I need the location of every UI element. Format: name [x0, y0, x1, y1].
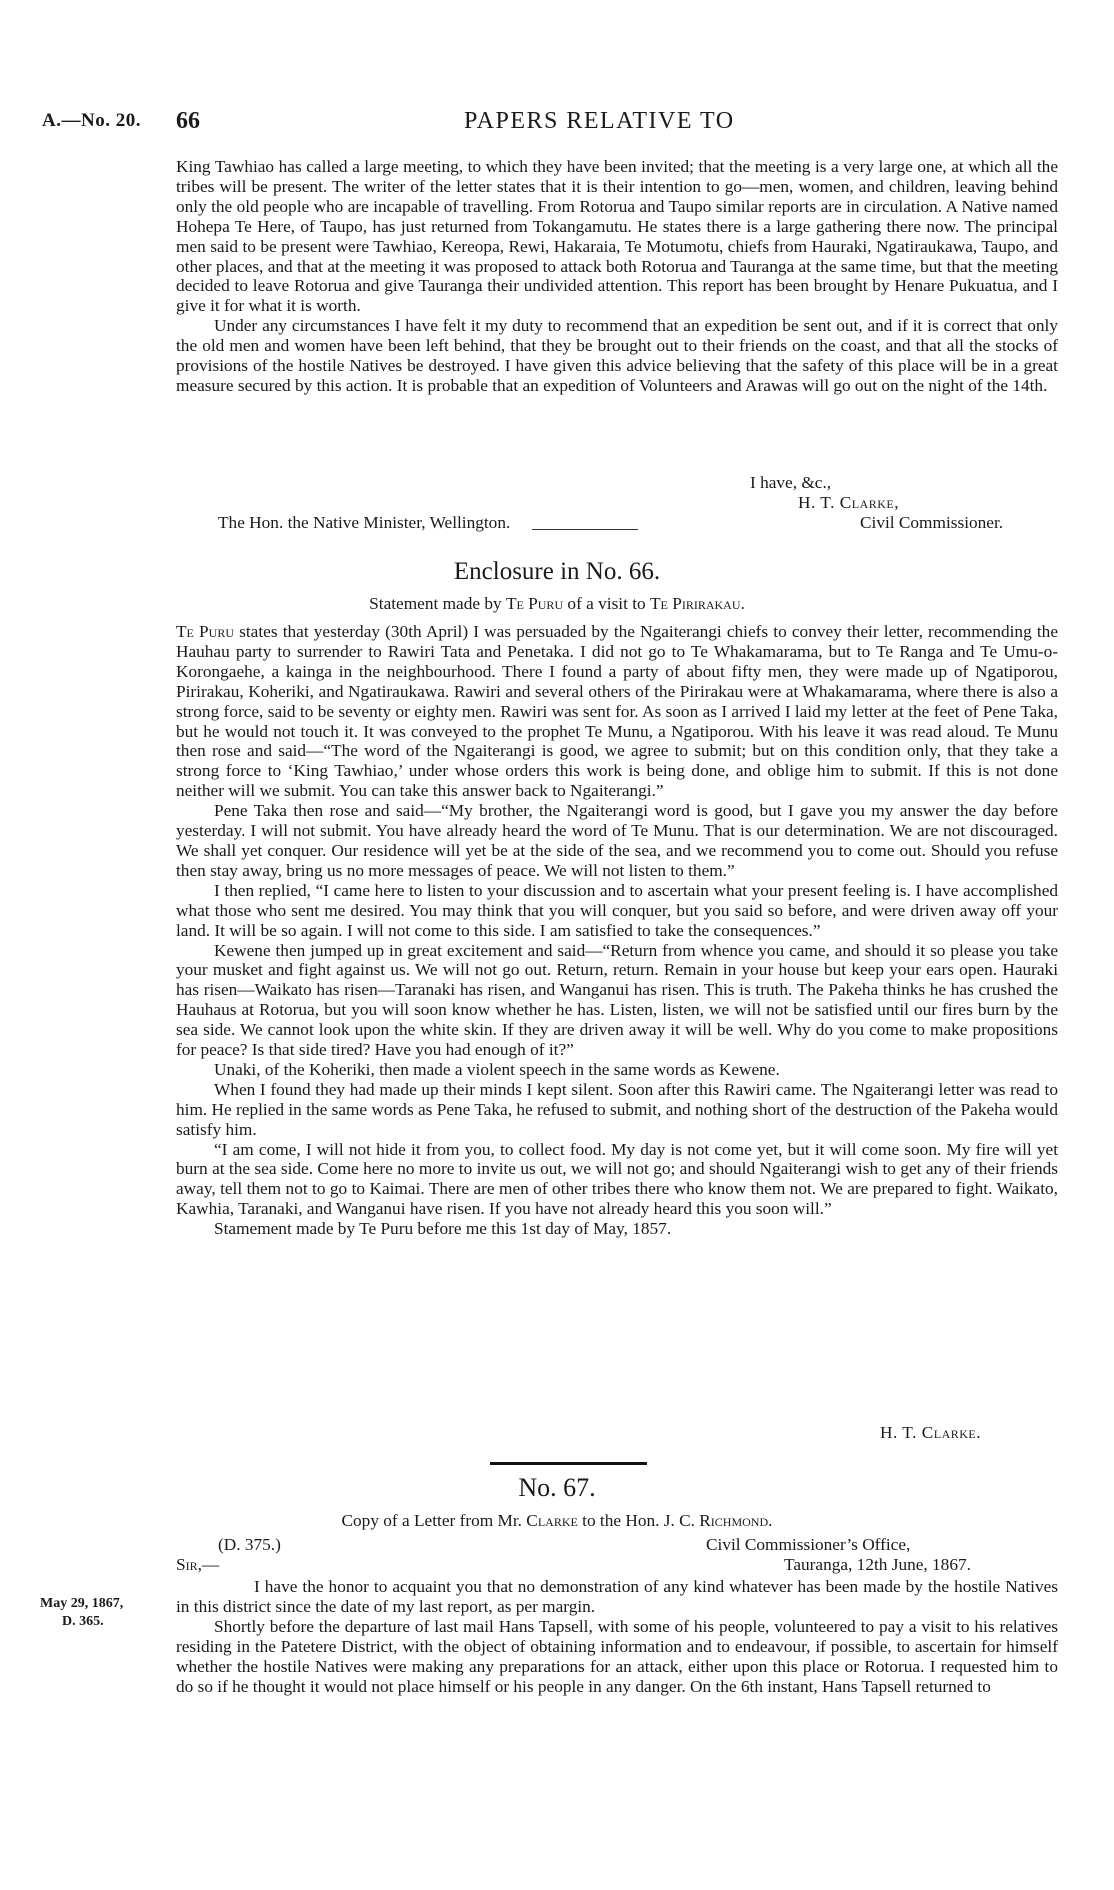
- enclosure-body: [176, 622, 1058, 1239]
- paragraph-text: states that yesterday (30th April) I was persuaded by the Ngaiterangi chiefs to convey their letter, recommending the Hauhau party to surrender to Rawiri Tata and Penetaka. I did not go to Te Whakamarama, but to Te Ranga and Te Umu-o-Korongaehe, a kainga in the neighbourhood. There I found a party of about fifty men, they were made up of Ngatiporou, Pirirakau, Koheriki, and Ngatiraukawa. Rawiri and several others of the Pirirakau were at Whakamarama, where there is also a strong force, said to be seventy or eighty men. Rawiri was sent for. As soon as I arrived I laid my letter at the feet of Pene Taka, but he would not touch it. It was conveyed to the prophet Te Munu, a Ngatiporou. With his leave it was read aloud. Te Munu then rose and said—“The word of the Ngaiterangi is good, we agree to submit; but on this condition only, that they take a strong force to ‘King Tawhiao,’ under whose orders this work is being done, and oblige him to submit. If this is not done neither will we submit. You can take this answer back to Ngaiterangi.”: [176, 622, 1058, 801]
- paragraph: Kewene then jumped up in great excitement and said—“Return from whence you came, and should it so please you take your musket and fight against us. We will not go out. Return, return. Remain in your house but keep your ears open. Hauraki has risen—Waikato has risen—Taranaki has risen, and Wanganui has risen. This is truth. The Pakeha thinks he has crushed the Hauhaus at Rotorua, but you will soon know whether he has. Listen, listen, we will not be satisfied until our fires burn by the sea side. We cannot look upon the white skin. If they are driven away it will be well. Why do you come to make propositions for peace? Is that side tired? Have you had enough of it?”: [176, 940, 1058, 1060]
- subheading-name: Te Puru: [505, 594, 564, 613]
- letter-body: [176, 1577, 1058, 1696]
- page-number: 66: [176, 108, 200, 134]
- subheading-text: to the Hon. J. C.: [577, 1511, 700, 1530]
- sender-office: Civil Commissioner’s Office,: [706, 1535, 911, 1554]
- signature: H. T. Clarke.: [880, 1423, 982, 1442]
- subheading-name: Clarke: [526, 1511, 578, 1530]
- paragraph: Under any circumstances I have felt it my duty to recommend that an expedition be sent out, and if it is correct that only the old men and women have been left behind, that they be brought out to their friends on the coast, and that all the stocks of provisions of the hostile Natives be destroyed. I have given this advice believing that the safety of this place will be in a great measure secured by this action. It is probable that an expedition of Volunteers and Arawas will go out on the night of the 14th.: [176, 316, 1058, 395]
- paragraph: Unaki, of the Koheriki, then made a violent speech in the same words as Kewene.: [214, 1059, 780, 1079]
- margin-note: D. 365.: [62, 1614, 104, 1629]
- subheading-text: Copy of a Letter from Mr.: [341, 1511, 527, 1530]
- paragraph: [176, 622, 1058, 801]
- closing: I have, &c.,: [750, 473, 832, 492]
- subheading-name: Te Pirirakau.: [650, 594, 745, 613]
- section-subheading: [0, 1511, 1114, 1531]
- paragraph: Pene Taka then rose and said—“My brother, the Ngaiterangi word is good, but I gave you my answer the day before yesterday. I will not submit. You have already heard the word of Te Munu. That is our determination. We are not discouraged. We shall yet conquer. Our residence will yet be at the side of the sea, and we recommend you to come out. Should you refuse then stay away, bring us no more messages of peace. We will not listen to them.”: [176, 801, 1058, 880]
- subheading-text: of a visit to: [563, 594, 650, 613]
- signature: H. T. Clarke,: [798, 493, 900, 512]
- place-date: Tauranga, 12th June, 1867.: [784, 1555, 971, 1574]
- margin-note: May 29, 1867,: [40, 1596, 124, 1611]
- addressee: The Hon. the Native Minister, Wellington.: [218, 513, 511, 532]
- running-title: PAPERS RELATIVE TO: [464, 108, 735, 134]
- speaker-name: Te Puru: [176, 622, 234, 641]
- document-reference: A.—No. 20.: [42, 110, 141, 131]
- subheading-text: Statement made by: [369, 594, 506, 613]
- section-divider: [490, 1462, 647, 1465]
- paragraph: I then replied, “I came here to listen to your discussion and to ascertain what your present feeling is. I have accomplished what those who sent me desired. You may think that you will conquer, but you said so before, and were driven away off your land. It will be so again. I will not come to this side. I am satisfied to take the consequences.”: [176, 880, 1058, 940]
- enclosure-subheading: [0, 594, 1114, 614]
- divider: [532, 529, 638, 530]
- section-heading: No. 67.: [518, 1473, 596, 1502]
- enclosure-heading: Enclosure in No. 66.: [453, 558, 661, 585]
- salutation: Sir,—: [176, 1555, 220, 1574]
- paragraph: I have the honor to acquaint you that no demonstration of any kind whatever has been made by the hostile Natives in this district since the date of my last report, as per margin.: [176, 1577, 1058, 1616]
- paragraph: Shortly before the departure of last mail Hans Tapsell, with some of his people, volunteered to pay a visit to his relatives residing in the Patetere District, with the object of obtaining information and to endeavour, if possible, to ascertain for himself whether the hostile Natives were making any preparations for an attack, either upon this place or Rotorua. I requested him to do so if he thought it would not place himself or his people in any danger. On the 6th instant, Hans Tapsell returned to: [176, 1616, 1058, 1696]
- paragraph: King Tawhiao has called a large meeting, to which they have been invited; that the meeting is a very large one, at which all the tribes will be present. The writer of the letter states that it is their intention to go—men, women, and children, leaving behind only the old people who are incapable of travelling. From Rotorua and Taupo similar reports are in circulation. A Native named Hohepa Te Here, of Taupo, has just returned from Tokangamutu. He states there is a large gathering there now. The principal men said to be present were Tawhiao, Kereopa, Rewi, Hakaraia, Te Motumotu, chiefs from Hauraki, Ngatiraukawa, Taupo, and other places, and that at the meeting it was proposed to attack both Rotorua and Tauranga at the same time, but that the meeting decided to leave Rotorua and give Tauranga their undivided attention. This report has been brought by Henare Pukuatua, and I give it for what it is worth.: [176, 157, 1058, 316]
- subheading-name: Richmond.: [699, 1511, 773, 1530]
- paragraph: When I found they had made up their minds I kept silent. Soon after this Rawiri came. The Ngaiterangi letter was read to him. He replied in the same words as Pene Taka, he refused to submit, and nothing short of the destruction of the Pakeha would satisfy him.: [176, 1079, 1058, 1139]
- letter-reference: (D. 375.): [218, 1535, 281, 1554]
- paragraph: “I am come, I will not hide it from you, to collect food. My day is not come yet, but it will come soon. My fire will yet burn at the sea side. Come here no more to invite us out, we will not go; and should Ngaiterangi wish to get any of their friends away, tell them not to go to Kaimai. There are men of other tribes there who know them not. We are prepared to fight. Waikato, Kawhia, Taranaki, and Wanganui have risen. If you have not already heard this you soon will.”: [176, 1139, 1058, 1219]
- letter-body: [176, 157, 1058, 396]
- signatory-title: Civil Commissioner.: [860, 513, 1004, 532]
- running-header: [0, 108, 1114, 138]
- paragraph: Stamement made by Te Puru before me this 1st day of May, 1857.: [214, 1219, 672, 1239]
